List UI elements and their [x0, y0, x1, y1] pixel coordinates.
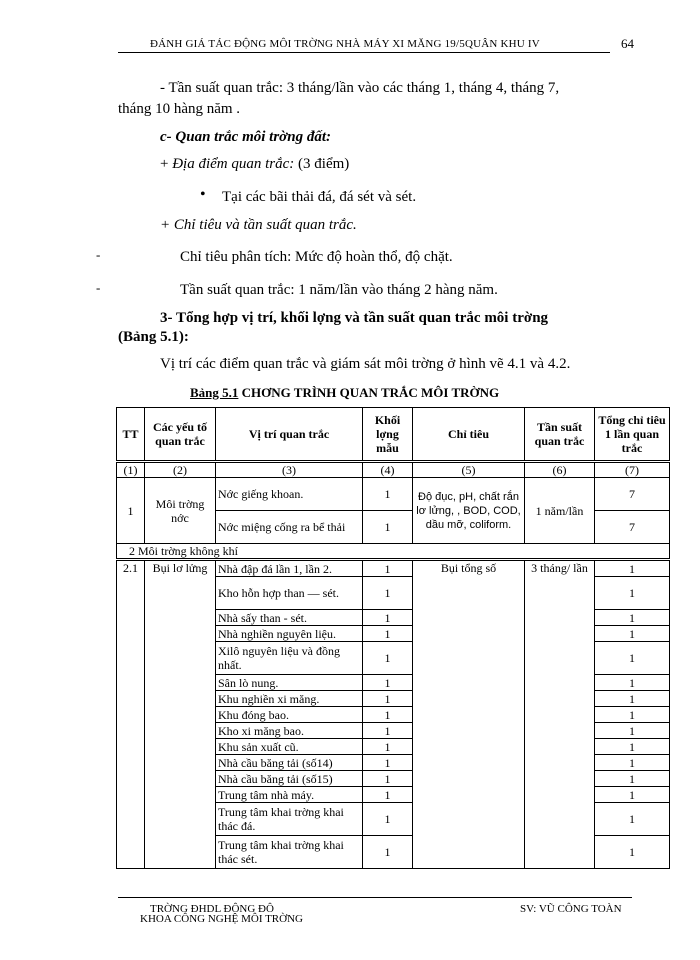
- table-caption: [190, 385, 499, 401]
- water-criteria: Độ đục, pH, chất rắn lơ lửng, , BOD, COD, dầu mỡ, coliform.: [413, 478, 525, 544]
- location-prefix: +: [160, 156, 173, 172]
- location-label: Địa điểm quan trắc:: [172, 156, 295, 172]
- frequency-line-1: - Tần suất quan trắc: 3 tháng/lần vào các tháng 1, tháng 4, tháng 7,: [160, 80, 560, 96]
- dust-location: Khu đóng bao.: [216, 707, 363, 723]
- dust-total: 1: [595, 707, 670, 723]
- dust-total: 1: [595, 803, 670, 836]
- col-number: (3): [216, 462, 363, 478]
- dust-total: 1: [595, 755, 670, 771]
- dust-location: Nhà sấy than - sét.: [216, 610, 363, 626]
- col-number: (6): [525, 462, 595, 478]
- header-total: Tổng chỉ tiêu 1 lần quan trắc: [595, 408, 670, 462]
- page-number: 64: [621, 36, 634, 51]
- dust-frequency: 3 tháng/ lần: [525, 560, 595, 869]
- header-location: Vị trí quan trắc: [216, 408, 363, 462]
- header-volume: Khối lợng mẫu: [363, 408, 413, 462]
- dust-volume: 1: [363, 691, 413, 707]
- dust-location: Khu nghiền xi măng.: [216, 691, 363, 707]
- dust-total: 1: [595, 610, 670, 626]
- dust-volume: 1: [363, 739, 413, 755]
- dust-volume: 1: [363, 610, 413, 626]
- table-caption-label: Bảng 5.1: [190, 385, 239, 400]
- column-number-row: [117, 462, 670, 478]
- dust-volume: 1: [363, 707, 413, 723]
- criteria-analysis: Chỉ tiêu phân tích: Mức độ hoàn thổ, độ chặt.: [180, 249, 453, 265]
- dust-total: 1: [595, 626, 670, 642]
- water-tt: 1: [117, 478, 145, 544]
- dust-location: Sân lò nung.: [216, 675, 363, 691]
- dust-total: 1: [595, 642, 670, 675]
- dust-location: Nhà cầu băng tải (số14): [216, 755, 363, 771]
- dust-location: Xilô nguyên liệu và đồng nhất.: [216, 642, 363, 675]
- header-factor: Các yếu tố quan trắc: [145, 408, 216, 462]
- dust-location: Nhà cầu băng tải (số15): [216, 771, 363, 787]
- monitoring-program-table: [116, 407, 670, 869]
- header-rule: [118, 52, 610, 53]
- location-line: [160, 156, 349, 173]
- air-section-row: [117, 544, 670, 560]
- dust-total: 1: [595, 577, 670, 610]
- dust-volume: 1: [363, 560, 413, 577]
- summary-heading-line-1: 3- Tổng hợp vị trí, khối lợng và tần suất quan trắc môi trờng: [160, 310, 549, 326]
- col-number: (4): [363, 462, 413, 478]
- air-section-label: 2 Môi trờng không khí: [117, 544, 670, 560]
- dust-location: Trung tâm nhà máy.: [216, 787, 363, 803]
- location-detail: Tại các bãi thải đá, đá sét và sét.: [222, 189, 417, 205]
- dust-volume: 1: [363, 836, 413, 869]
- footer-faculty: KHOA CÔNG NGHỆ MÔI TRỜNG: [140, 913, 303, 925]
- dust-total: 1: [595, 560, 670, 577]
- dust-volume: 1: [363, 755, 413, 771]
- header-frequency: Tần suất quan trắc: [525, 408, 595, 462]
- footer-school: TRỜNG ĐHDL ĐÔNG ĐÔ: [150, 903, 274, 915]
- col-number: (5): [413, 462, 525, 478]
- dash-bullet-2: -: [96, 280, 101, 295]
- criteria-heading: + Chỉ tiêu và tần suất quan trắc.: [160, 217, 357, 233]
- header-criteria: Chỉ tiêu: [413, 408, 525, 462]
- frequency-line-2: tháng 10 hàng năm .: [118, 101, 241, 117]
- table-header-row: [117, 408, 670, 462]
- dust-location: Kho xi măng bao.: [216, 723, 363, 739]
- water-location: Nớc miệng cống ra bể thải: [216, 511, 363, 544]
- summary-heading-line-2: (Bảng 5.1):: [118, 329, 189, 345]
- soil-monitoring-heading: c- Quan trắc môi trờng đất:: [160, 129, 331, 145]
- criteria-frequency: Tần suất quan trắc: 1 năm/lần vào tháng 2 hàng năm.: [180, 282, 498, 298]
- dust-volume: 1: [363, 626, 413, 642]
- dust-volume: 1: [363, 787, 413, 803]
- footer-student: SV: VŨ CÔNG TOÀN: [520, 903, 622, 915]
- dust-volume: 1: [363, 771, 413, 787]
- dust-total: 1: [595, 836, 670, 869]
- col-number: (2): [145, 462, 216, 478]
- dust-location: Khu sản xuất cũ.: [216, 739, 363, 755]
- table-row: [117, 560, 670, 577]
- dust-location: Trung tâm khai trờng khai thác sét.: [216, 836, 363, 869]
- dust-total: 1: [595, 675, 670, 691]
- water-volume: 1: [363, 478, 413, 511]
- dust-location: Trung tâm khai trờng khai thác đá.: [216, 803, 363, 836]
- dust-volume: 1: [363, 675, 413, 691]
- water-volume: 1: [363, 511, 413, 544]
- water-frequency: 1 năm/lần: [525, 478, 595, 544]
- dust-criteria: Bụi tổng số: [413, 560, 525, 869]
- dust-location: Nhà đập đá lần 1, lần 2.: [216, 560, 363, 577]
- dust-location: Nhà nghiền nguyên liệu.: [216, 626, 363, 642]
- dust-total: 1: [595, 787, 670, 803]
- col-number: (1): [117, 462, 145, 478]
- table-caption-title: CHƠNG TRÌNH QUAN TRẮC MÔI TRỜNG: [241, 385, 500, 400]
- table-row: [117, 478, 670, 511]
- footer-rule: [118, 897, 632, 898]
- water-total: 7: [595, 478, 670, 511]
- col-number: (7): [595, 462, 670, 478]
- summary-text: Vị trí các điểm quan trắc và giám sát môi trờng ở hình vẽ 4.1 và 4.2.: [160, 356, 571, 372]
- dust-volume: 1: [363, 803, 413, 836]
- header-tt: TT: [117, 408, 145, 462]
- water-location: Nớc giếng khoan.: [216, 478, 363, 511]
- dust-tt: 2.1: [117, 560, 145, 869]
- dust-volume: 1: [363, 723, 413, 739]
- dust-total: 1: [595, 723, 670, 739]
- water-factor: Môi trờng nớc: [145, 478, 216, 544]
- page-header-title: ĐÁNH GIÁ TÁC ĐỘNG MÔI TRỜNG NHÀ MÁY XI MĂNG 19/5QUÂN KHU IV: [150, 38, 540, 50]
- dust-volume: 1: [363, 577, 413, 610]
- water-total: 7: [595, 511, 670, 544]
- bullet-icon: •: [200, 186, 206, 203]
- dash-bullet-1: -: [96, 247, 101, 262]
- dust-total: 1: [595, 739, 670, 755]
- dust-total: 1: [595, 771, 670, 787]
- dust-location: Kho hỗn hợp than — sét.: [216, 577, 363, 610]
- dust-volume: 1: [363, 642, 413, 675]
- dust-factor: Bụi lơ lửng: [145, 560, 216, 869]
- location-count: (3 điểm): [294, 156, 350, 172]
- dust-total: 1: [595, 691, 670, 707]
